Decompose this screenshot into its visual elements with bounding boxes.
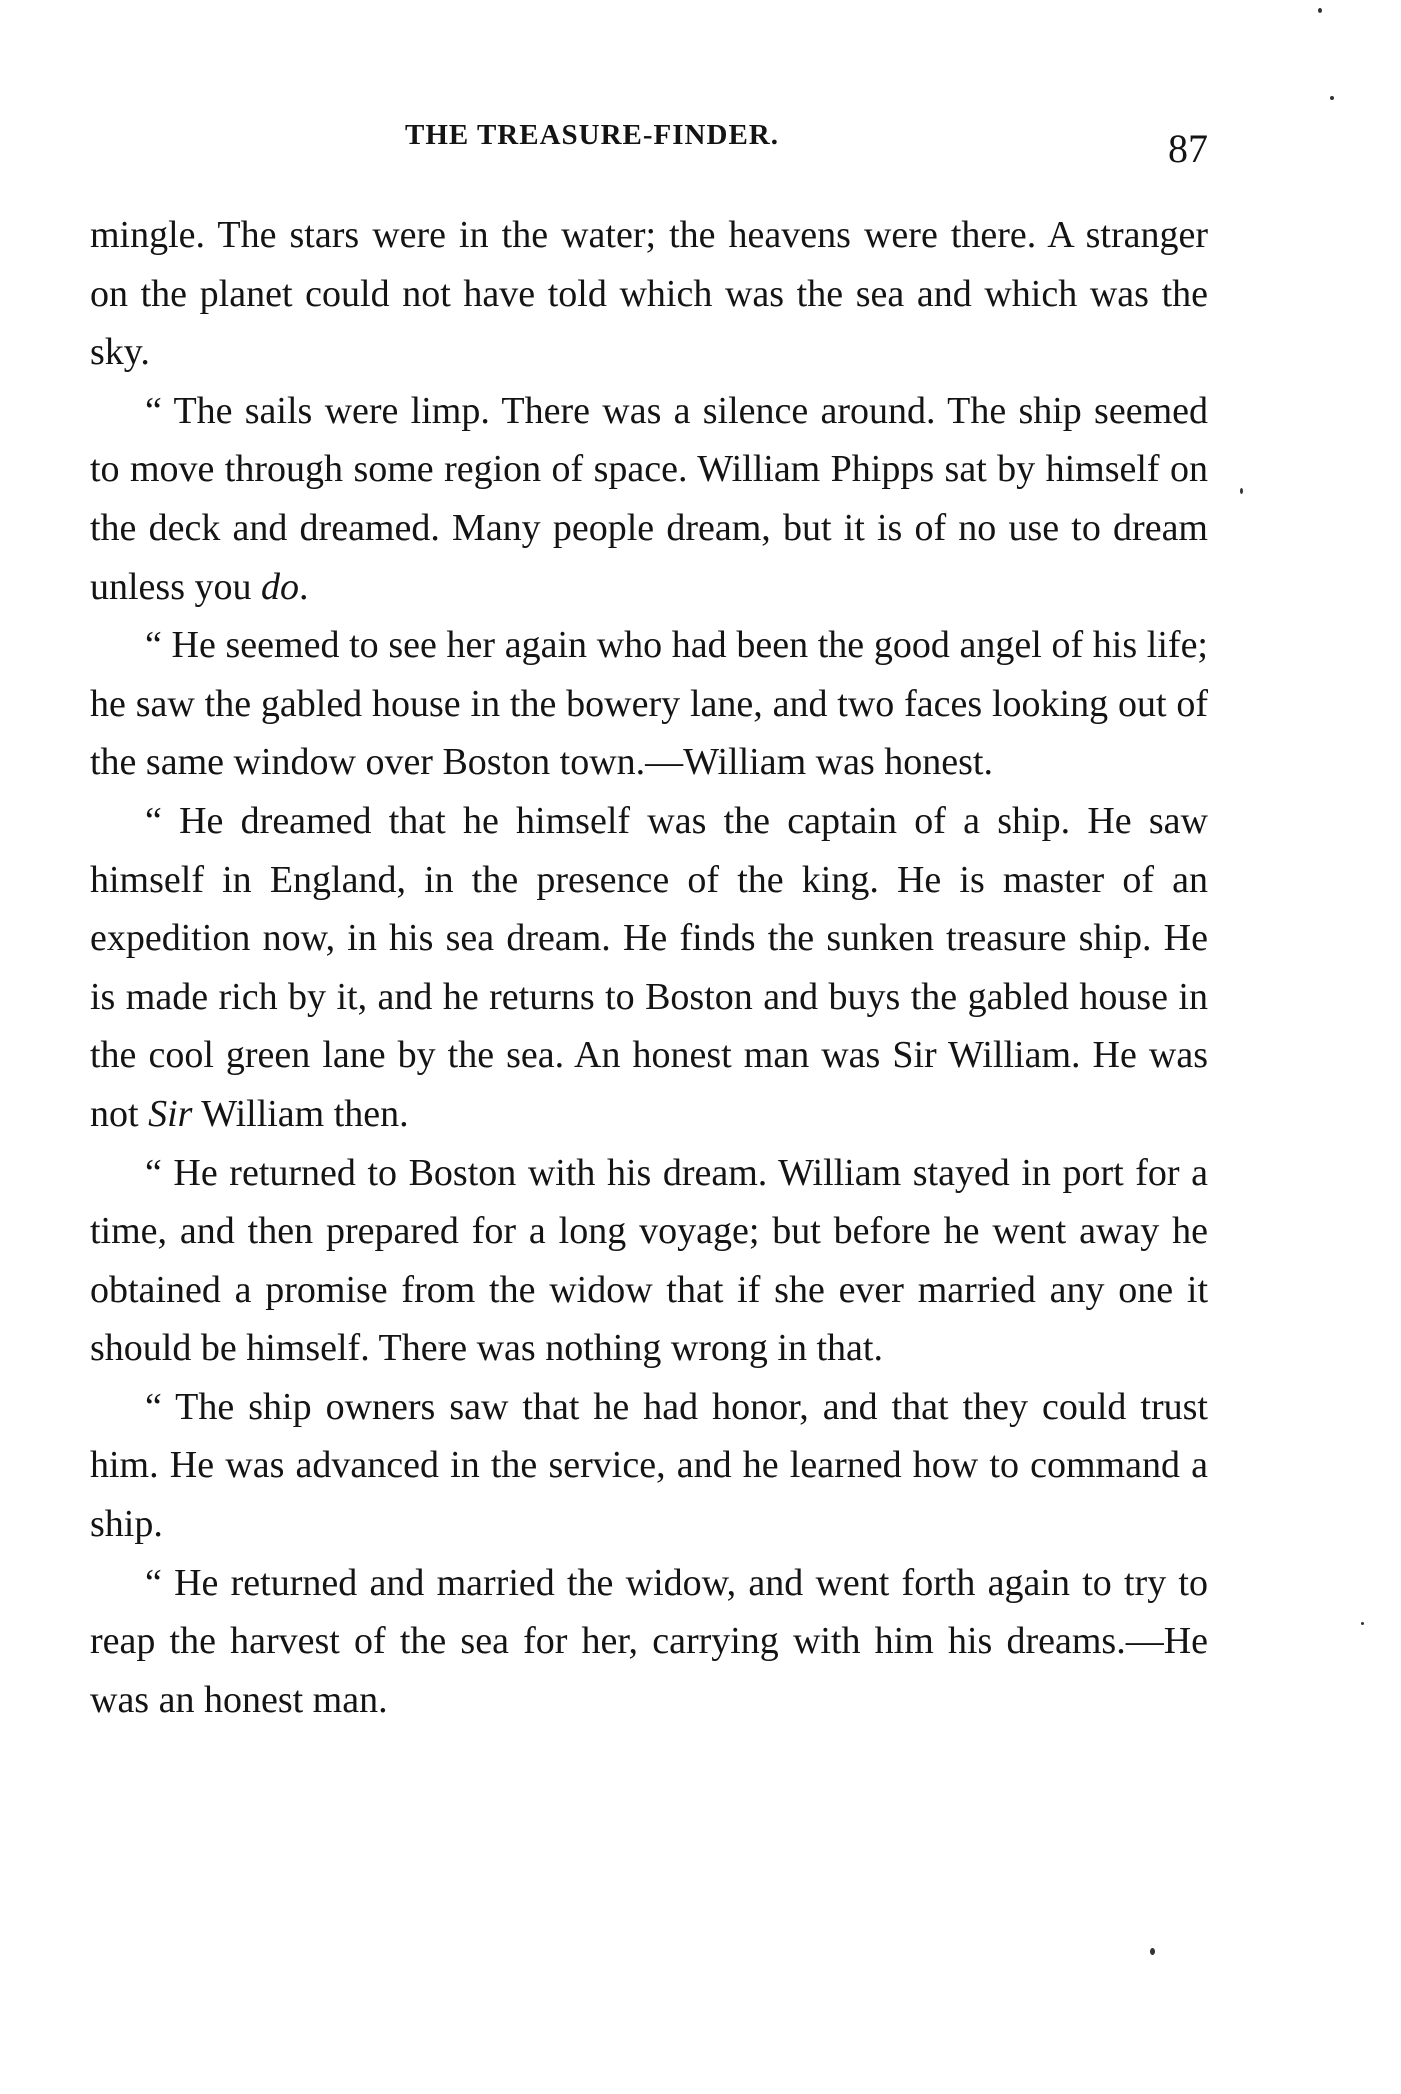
paragraph-4 [90,792,1208,1144]
paragraph-1 [90,206,1208,382]
emphasis-text: do [261,565,299,608]
paragraph-7 [90,1554,1208,1730]
paragraph-6 [90,1378,1208,1554]
page-header [90,105,1208,175]
paragraph-text: “ He returned and married the widow, and went forth again to try to reap the harvest of the sea for her, carrying with him his dreams.—He was an honest man. [90,1561,1208,1721]
scan-speck [1150,1948,1155,1955]
emphasis-text: Sir [148,1092,193,1135]
scan-speck [1318,8,1322,13]
paragraph-text: “ The ship owners saw that he had honor, and that they could trust him. He was advanced in the service, and he learned how to command a ship. [90,1385,1208,1546]
scan-speck [1361,1622,1364,1625]
paragraph-text-tail: . [299,565,309,608]
paragraph-text: “ He dreamed that he himself was the captain of a ship. He saw himself in England, in the presence of the king. He is master of an expedition now, in his sea dream. He finds the sunken treasure ship. He is made rich by it, and he returns to Boston and buys the gabled house in the cool green lane by the sea. An honest man was Sir William. He was not [90,799,1208,1135]
paragraph-2 [90,382,1208,616]
paragraph-text: “ He seemed to see her again who had been the good angel of his life; he saw the gabled house in the bowery lane, and two faces looking out of the same window over Boston town.—William was honest. [90,624,1208,784]
paragraph-3 [90,616,1208,792]
running-title: THE TREASURE-FINDER. [405,119,779,151]
body-text [90,206,1208,1729]
paragraph-text: “ He returned to Boston with his dream. William stayed in port for a time, and then prepared for a long voyage; but before he went away he obtained a promise from the widow that if she ever married any one it should be himself. There was nothing wrong in that. [90,1151,1208,1370]
page-number: 87 [1168,126,1208,171]
scan-speck [1330,96,1334,100]
paragraph-text-tail: William then. [192,1092,409,1135]
paragraph-text: mingle. The stars were in the water; the heavens were there. A stranger on the planet could not have told which was the sea and which was the sky. [90,214,1208,374]
paragraph-5 [90,1144,1208,1378]
paragraph-text: “ The sails were limp. There was a silence around. The ship seemed to move through some region of space. William Phipps sat by himself on the deck and dreamed. Many people dream, but it is of no use to dream unless you [90,389,1208,608]
scan-speck [1240,488,1243,494]
